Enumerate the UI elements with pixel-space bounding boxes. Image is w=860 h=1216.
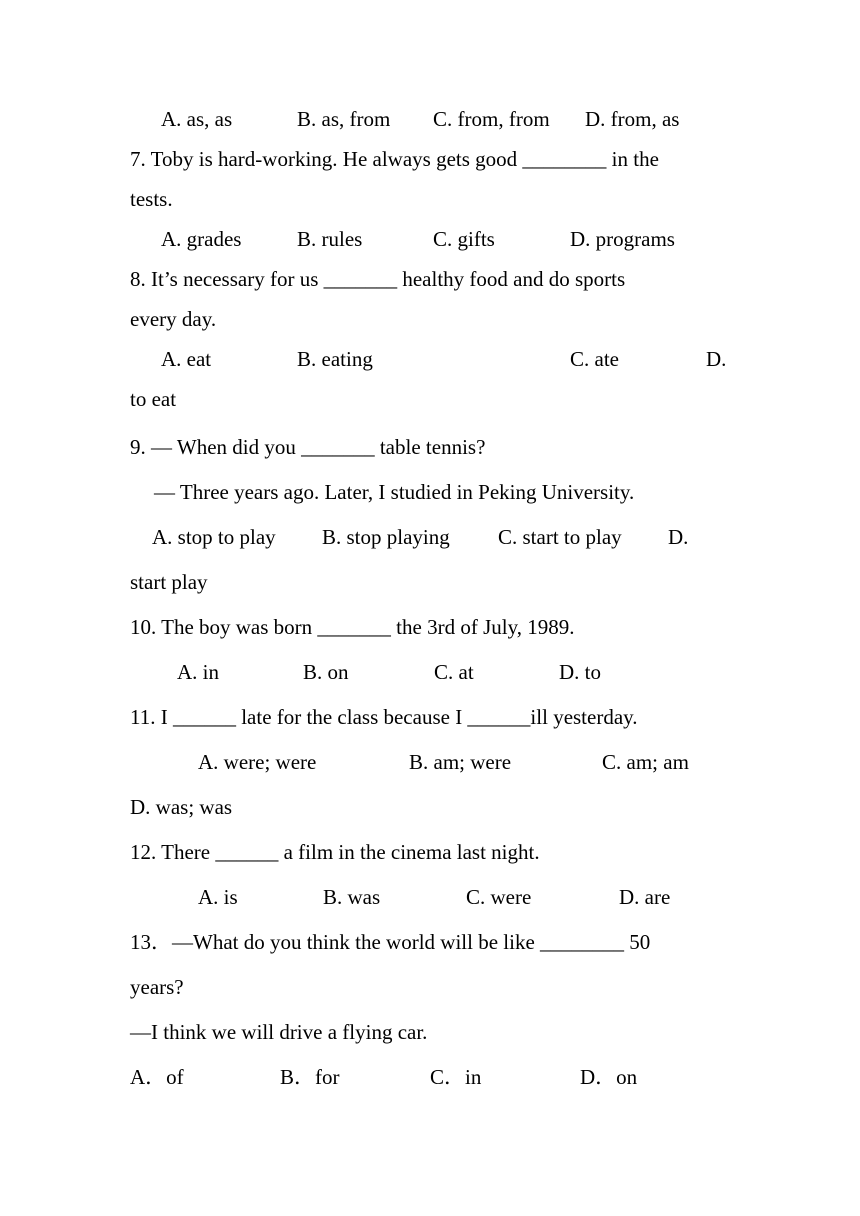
q6-option-b: B. as, from xyxy=(297,107,391,131)
q13-answer-line: —I think we will drive a flying car. xyxy=(130,1020,428,1044)
q9-option-c: C. start to play xyxy=(498,525,622,549)
q10-stem: 10. The boy was born _______ the 3rd of July, 1989. xyxy=(130,615,575,639)
q8-stem-cont: every day. xyxy=(130,307,217,331)
q11-option-a: A. were; were xyxy=(198,750,317,774)
q13-stem-cont: years? xyxy=(130,975,184,999)
q6-option-a: A. as, as xyxy=(161,107,233,131)
q10-option-b: B. on xyxy=(303,660,349,684)
q12-stem: 12. There ______ a film in the cinema last night. xyxy=(130,840,540,864)
q10-option-d: D. to xyxy=(559,660,601,684)
q12-option-a: A. is xyxy=(198,885,238,909)
q13-stem: 13．—What do you think the world will be like ________ 50 xyxy=(130,930,651,954)
q7-option-d: D. programs xyxy=(570,227,675,251)
q7-stem-cont: tests. xyxy=(130,187,173,211)
q13-option-d: D．on xyxy=(580,1065,638,1089)
q8-option-b: B. eating xyxy=(297,347,373,371)
q9-option-b: B. stop playing xyxy=(322,525,450,549)
q8-option-a: A. eat xyxy=(161,347,212,371)
q7-stem: 7. Toby is hard-working. He always gets good ________ in the xyxy=(130,147,659,171)
q8-option-d-text: to eat xyxy=(130,387,177,411)
q13-option-b: B．for xyxy=(280,1065,340,1089)
q11-stem: 11. I ______ late for the class because I ______ill yesterday. xyxy=(130,705,638,729)
q9-option-d-text: start play xyxy=(130,570,208,594)
q13-option-a: A．of xyxy=(130,1065,184,1089)
q10-option-a: A. in xyxy=(177,660,219,684)
q11-option-c: C. am; am xyxy=(602,750,689,774)
q6-option-d: D. from, as xyxy=(585,107,680,131)
q9-option-d-label: D. xyxy=(668,525,689,549)
q8-option-c: C. ate xyxy=(570,347,619,371)
q11-option-b: B. am; were xyxy=(409,750,512,774)
q7-option-a: A. grades xyxy=(161,227,242,251)
q10-option-c: C. at xyxy=(434,660,474,684)
q6-option-c: C. from, from xyxy=(433,107,550,131)
q8-stem: 8. It’s necessary for us _______ healthy food and do sports xyxy=(130,267,626,291)
q7-option-b: B. rules xyxy=(297,227,363,251)
q9-option-a: A. stop to play xyxy=(152,525,276,549)
q8-option-d-label: D. xyxy=(706,347,727,371)
q12-option-b: B. was xyxy=(323,885,381,909)
q9-answer-line: — Three years ago. Later, I studied in Peking University. xyxy=(154,480,635,504)
q12-option-c: C. were xyxy=(466,885,532,909)
q11-option-d: D. was; was xyxy=(130,795,233,819)
q9-stem: 9. — When did you _______ table tennis? xyxy=(130,435,486,459)
q7-option-c: C. gifts xyxy=(433,227,495,251)
q12-option-d: D. are xyxy=(619,885,671,909)
q13-option-c: C．in xyxy=(430,1065,482,1089)
